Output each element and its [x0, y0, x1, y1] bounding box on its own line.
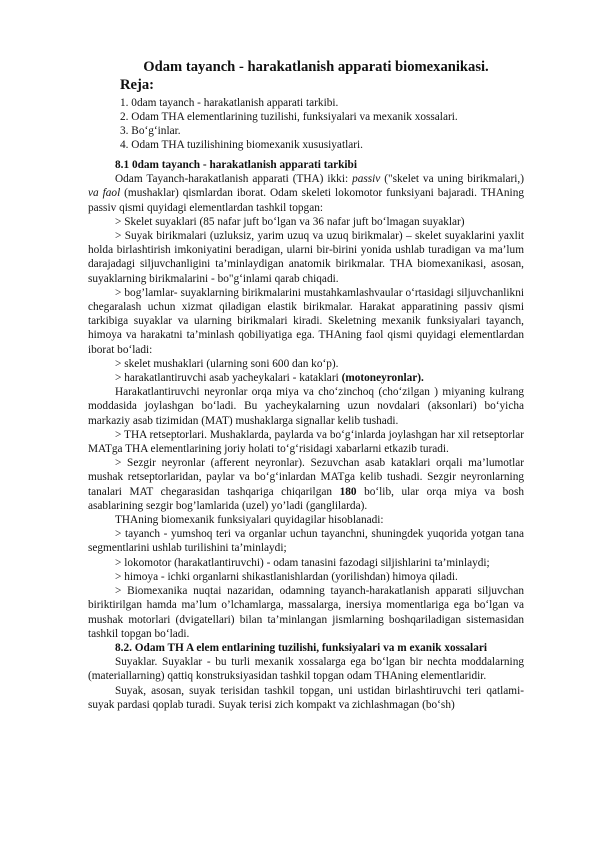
paragraph	[88, 456, 524, 513]
text-bold: (motoneyronlar).	[341, 372, 424, 385]
plan-item: 3. Bo‘g‘inlar.	[120, 125, 181, 137]
section-2-heading: 8.2. Odam TH A elem entlarining tuzilishi, funksiyalari va m exanik xossalari	[115, 641, 487, 654]
paragraph: Suyaklar. Suyaklar - bu turli mexanik xossalarga ega bo‘lgan bir nechta moddalarning (materiallarning) qattiq konstruksiyasidan tashkil topgan odam THAning elementlaridir.	[88, 656, 524, 683]
text-italic: va faol	[88, 187, 121, 200]
plan-label: Reja:	[120, 77, 155, 93]
plan-item: 1. 0dam tayanch - harakatlanish apparati tarkibi.	[120, 97, 339, 109]
paragraph: Harakatlantiruvchi neyronlar orqa miya va cho‘zinchoq (cho‘zilgan ) miyaning kulrang moddasida joylashgan bo‘ladi. Bu yacheykalarning uzun novdalari (aksonlari) bo‘yicha markaziy asab tizimidan (MAT) mushaklarga signallar kelib tushadi.	[88, 386, 524, 427]
text-bold: 180	[339, 485, 357, 498]
paragraph: > himoya - ichki organlarni shikastlanishlardan (yorilishdan) himoya qiladi.	[115, 570, 458, 583]
paragraph: > bog’lamlar- suyaklarning birikmalarini mustahkamlashvaular o‘rtasidagi siljuvchanlikni chegaralash uchun xizmat qiladigan elastik birikmalar. Harakat apparatining passiv qismi tarkibiga suyaklar va ularning birikmalari kiradi. Skeletning mexanik funksiyalari tayanch, himoya va harakatni ta’minlash qobiliyatiga ega. THAning faol qismi quyidagi elementlardan iborat bo‘ladi:	[88, 286, 524, 356]
paragraph: > THA retseptorlari. Mushaklarda, paylarda va bo‘g‘inlarda joylashgan har xil retseptorlar MATga THA elementlarining joriy holati to‘g‘risidagi xabarlarni etkazib turadi.	[88, 428, 524, 456]
paragraph: > skelet mushaklari (ularning soni 600 dan ko‘p).	[115, 357, 339, 370]
paragraph	[88, 172, 524, 215]
text-run: > Sezgir neyronlar (afferent neyronlar). Sezuvchan asab kataklari orqali ma’lumotlar mushak retseptorlaridan, paylar va bo‘g‘inlardan MATga kelib tushadi. Sezgir neyronlarning tanalari MAT chegarasidan tashqariga chiqarilgan	[88, 457, 524, 498]
text-run: Odam Tayanch-harakatlanish apparati (THA) ikki:	[115, 173, 353, 186]
text-run: (mushaklar) qismlardan iborat. Odam skeleti lokomotor funksiyani bajaradi. THAning passiv qismi quyidagi elementlardan tashkil topgan:	[88, 187, 524, 214]
document-title: Odam tayanch - harakatlanish apparati biomexanikasi.	[143, 59, 489, 75]
plan-item: 2. Odam THA elementlarining tuzilishi, funksiyalari va mexanik xossalari.	[120, 111, 458, 123]
plan-list	[88, 96, 524, 152]
paragraph: Suyak, asosan, suyak terisidan tashkil topgan, uni ustidan birlashtiruvchi teri qatlami-suyak pardasi qoplab turadi. Suyak terisi zich kompakt va zichlashmagan (bo‘sh)	[88, 684, 524, 711]
paragraph: THAning biomexanik funksiyalari quyidagilar hisoblanadi:	[115, 514, 384, 527]
text-run: bo‘lib, ular orqa miya va bosh asablarining sezgir bog’lamlarida (uzel) yo’ladi (ganglilarda).	[88, 485, 524, 512]
text-italic: passiv	[352, 173, 381, 186]
paragraph: > tayanch - yumshoq teri va organlar uchun tayanchni, shuningdek yuqorida yotgan tana segmentlarini ushlab turilishini ta’minlaydi;	[88, 528, 524, 555]
paragraph: > Suyak birikmalari (uzluksiz, yarim uzuq va uzuq birikmalar) – skelet suyaklarini yaxlit holda birlashtirish imkoniyatini beradigan, ularni bir-birini yonida ushlab turadigan va ma’lum darajadagi siljuvchanligini ta’minlaydigan anatomik birikmalar. THA biomexanikasi, asosan, suyaklarning birikmalarini - bo"g‘inlami qarab chiqadi.	[88, 230, 524, 285]
plan-item: 4. Odam THA tuzilishining biomexanik xususiyatlari.	[120, 139, 363, 151]
paragraph: > lokomotor (harakatlantiruvchi) - odam tanasini fazodagi siljishlarini ta’minlaydi;	[115, 556, 490, 569]
paragraph: > Skelet suyaklari (85 nafar juft bo‘lgan va 36 nafar juft bo‘lmagan suyaklar)	[115, 215, 465, 228]
paragraph	[88, 371, 524, 385]
text-run: > harakatlantiruvchi asab yacheykalari - kataklari	[115, 372, 342, 385]
document-page	[88, 58, 524, 712]
text-run: ("skelet va uning birikmalari,)	[380, 173, 524, 186]
paragraph: > Biomexanika nuqtai nazaridan, odamning tayanch-harakatlanish apparati siljuvchan biriktirilgan hamda ma’lum o’lchamlarga, massalarga, inersiya momentlariga ega bo‘lgan va mushak motorlari (dvigatellari) bilan ta’minlangan jismlarning boshqariladigan sistemasidan tashkil topgan bo‘ladi.	[88, 585, 524, 640]
section-1-heading: 8.1 0dam tayanch - harakatlanish apparati tarkibi	[115, 159, 357, 171]
